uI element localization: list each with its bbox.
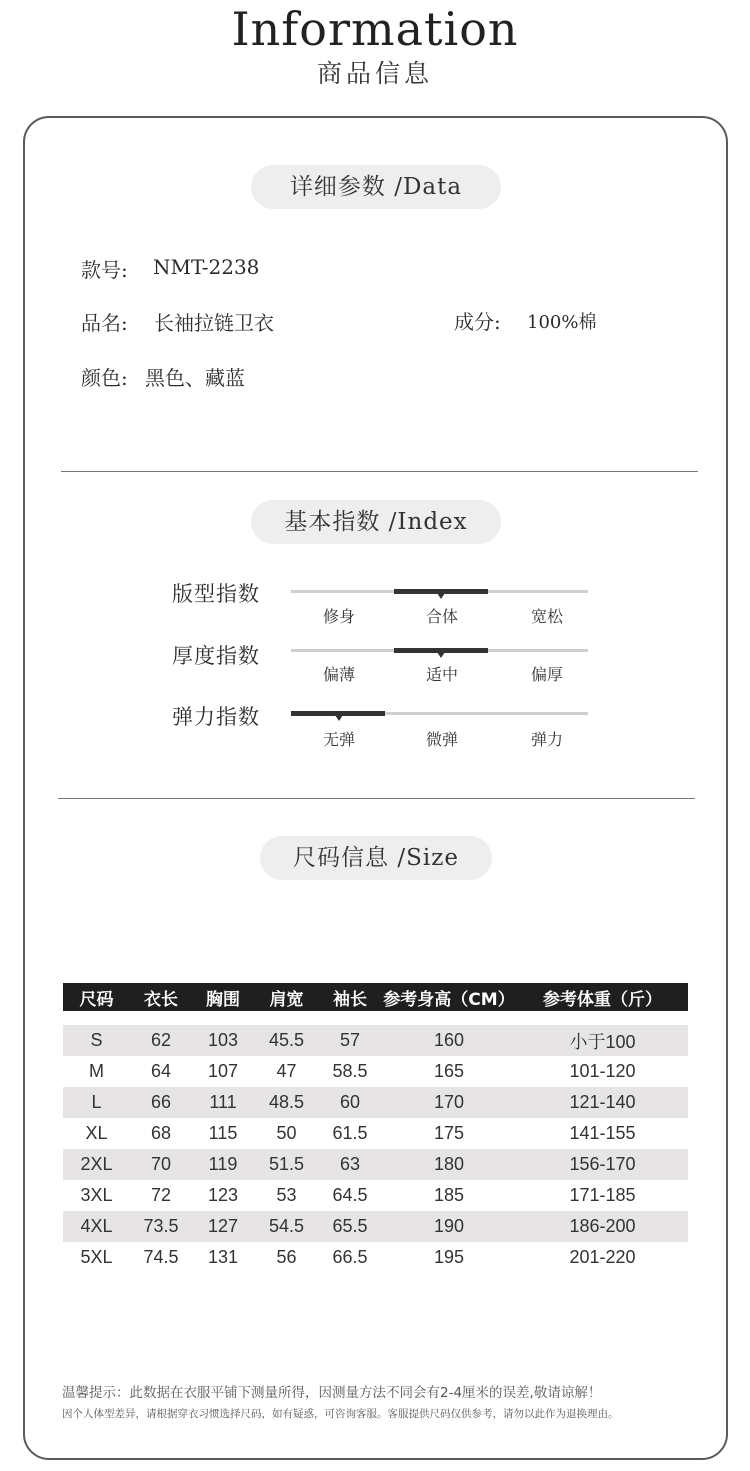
cell-shoulder: 48.5 — [254, 1087, 319, 1118]
page-title-cn: 商品信息 — [316, 59, 433, 88]
cell-weight: 小于100 — [517, 1025, 688, 1056]
cell-sleeve: 63 — [319, 1149, 381, 1180]
cell-shoulder: 47 — [276, 1061, 297, 1081]
cell-length: 62 — [130, 1025, 192, 1056]
size-section-pill: 尺码信息 /Size — [260, 836, 492, 880]
style-no-label: 款号: — [81, 258, 128, 282]
cell-sleeve: 58.5 — [332, 1061, 368, 1081]
cell-height: 170 — [381, 1087, 517, 1118]
cell-shoulder: 54.5 — [254, 1211, 319, 1242]
thickness-option-medium: 适中 — [425, 665, 458, 684]
fit-option-loose: 宽松 — [530, 607, 563, 626]
color-label: 颜色: — [81, 366, 128, 390]
cell-weight: 121-140 — [517, 1087, 688, 1118]
cell-shoulder: 53 — [276, 1185, 297, 1205]
table-row — [63, 1025, 688, 1056]
product-name-label: 品名: — [81, 311, 128, 335]
cell-height: 175 — [433, 1123, 465, 1143]
cell-length: 66 — [130, 1087, 192, 1118]
stretch-index-track — [291, 712, 588, 715]
table-row — [63, 1211, 688, 1242]
thickness-index-marker — [437, 652, 445, 658]
size-disclaimer-note: 因个人体型差异，请根据穿衣习惯选择尺码，如有疑惑，可咨询客服。客服提供尺码仅供参考，请勿以此作为退换理由。 — [62, 1408, 619, 1420]
cell-size: 4XL — [63, 1211, 130, 1242]
index-section-pill: 基本指数 /Index — [251, 500, 501, 544]
cell-sleeve: 61.5 — [332, 1123, 368, 1143]
cell-shoulder: 50 — [276, 1123, 297, 1143]
table-row — [63, 1149, 688, 1180]
cell-size: 5XL — [80, 1247, 113, 1267]
cell-weight: 201-220 — [569, 1247, 636, 1267]
cell-sleeve: 65.5 — [319, 1211, 381, 1242]
cell-height: 185 — [433, 1185, 465, 1205]
header-shoulder: 肩宽 — [254, 983, 319, 1011]
fit-option-regular: 合体 — [425, 607, 458, 626]
cell-sleeve: 64.5 — [332, 1185, 368, 1205]
header-length: 衣长 — [130, 983, 192, 1011]
table-row — [63, 1242, 688, 1273]
page-title-en: Information — [231, 2, 519, 56]
header-chest: 胸围 — [192, 983, 254, 1011]
cell-shoulder: 45.5 — [254, 1025, 319, 1056]
cell-weight: 101-120 — [569, 1061, 636, 1081]
thickness-index-label: 厚度指数 — [172, 644, 260, 668]
cell-shoulder: 51.5 — [254, 1149, 319, 1180]
stretch-index-label: 弹力指数 — [172, 705, 260, 729]
composition-label: 成分: — [454, 310, 501, 334]
fit-index-marker — [437, 593, 445, 599]
cell-chest: 131 — [207, 1247, 239, 1267]
fit-index-label: 版型指数 — [172, 582, 260, 606]
fit-option-slim: 修身 — [322, 607, 355, 626]
stretch-index-marker — [335, 715, 343, 721]
cell-length: 70 — [130, 1149, 192, 1180]
table-row — [63, 1056, 688, 1087]
style-no-value: NMT-2238 — [153, 255, 260, 279]
thickness-index-track — [291, 649, 588, 652]
divider-1 — [61, 471, 698, 472]
cell-size: L — [63, 1087, 130, 1118]
cell-chest: 123 — [207, 1185, 239, 1205]
cell-chest: 127 — [192, 1211, 254, 1242]
thickness-option-thin: 偏薄 — [322, 665, 355, 684]
fit-index-track — [291, 590, 588, 593]
table-row — [63, 1180, 688, 1211]
cell-length: 64 — [150, 1061, 172, 1081]
cell-sleeve: 66.5 — [332, 1247, 368, 1267]
cell-sleeve: 57 — [319, 1025, 381, 1056]
color-value: 黑色、藏蓝 — [145, 366, 245, 390]
stretch-option-none: 无弹 — [322, 730, 355, 749]
cell-height: 180 — [381, 1149, 517, 1180]
cell-chest: 115 — [208, 1123, 238, 1143]
composition-value: 100%棉 — [527, 312, 597, 333]
cell-size: XL — [85, 1123, 108, 1143]
cell-weight: 141-155 — [569, 1123, 636, 1143]
table-row — [63, 1087, 688, 1118]
cell-length: 74.5 — [143, 1247, 179, 1267]
divider-2 — [58, 798, 695, 799]
data-section-pill: 详细参数 /Data — [251, 165, 501, 209]
cell-height: 195 — [433, 1247, 465, 1267]
cell-size: M — [89, 1061, 104, 1081]
cell-sleeve: 60 — [319, 1087, 381, 1118]
warm-tip-note: 温馨提示：此数据在衣服平铺下测量所得，因测量方法不同会有2-4厘米的误差,敬请谅解！ — [62, 1385, 602, 1401]
cell-chest: 119 — [192, 1149, 254, 1180]
cell-height: 160 — [381, 1025, 517, 1056]
cell-size: 2XL — [63, 1149, 130, 1180]
stretch-option-slight: 微弹 — [425, 730, 458, 749]
cell-chest: 107 — [207, 1061, 239, 1081]
cell-length: 68 — [150, 1123, 172, 1143]
size-table-header — [63, 983, 688, 1011]
cell-chest: 111 — [192, 1087, 254, 1118]
cell-size: 3XL — [80, 1185, 113, 1205]
table-row — [63, 1118, 688, 1149]
cell-height: 165 — [433, 1061, 465, 1081]
header-sleeve: 袖长 — [319, 983, 381, 1011]
product-name-value: 长袖拉链卫衣 — [154, 311, 274, 335]
cell-length: 73.5 — [130, 1211, 192, 1242]
header-weight: 参考体重（斤） — [517, 983, 688, 1011]
cell-length: 72 — [150, 1185, 172, 1205]
cell-weight: 156-170 — [517, 1149, 688, 1180]
stretch-option-stretch: 弹力 — [530, 730, 563, 749]
thickness-option-thick: 偏厚 — [530, 665, 563, 684]
cell-chest: 103 — [192, 1025, 254, 1056]
cell-weight: 186-200 — [517, 1211, 688, 1242]
header-height: 参考身高（CM） — [381, 983, 517, 1011]
size-table — [63, 983, 688, 1273]
cell-height: 190 — [381, 1211, 517, 1242]
header-size: 尺码 — [63, 983, 130, 1011]
cell-weight: 171-185 — [569, 1185, 636, 1205]
cell-shoulder: 56 — [276, 1247, 297, 1267]
cell-size: S — [63, 1025, 130, 1056]
